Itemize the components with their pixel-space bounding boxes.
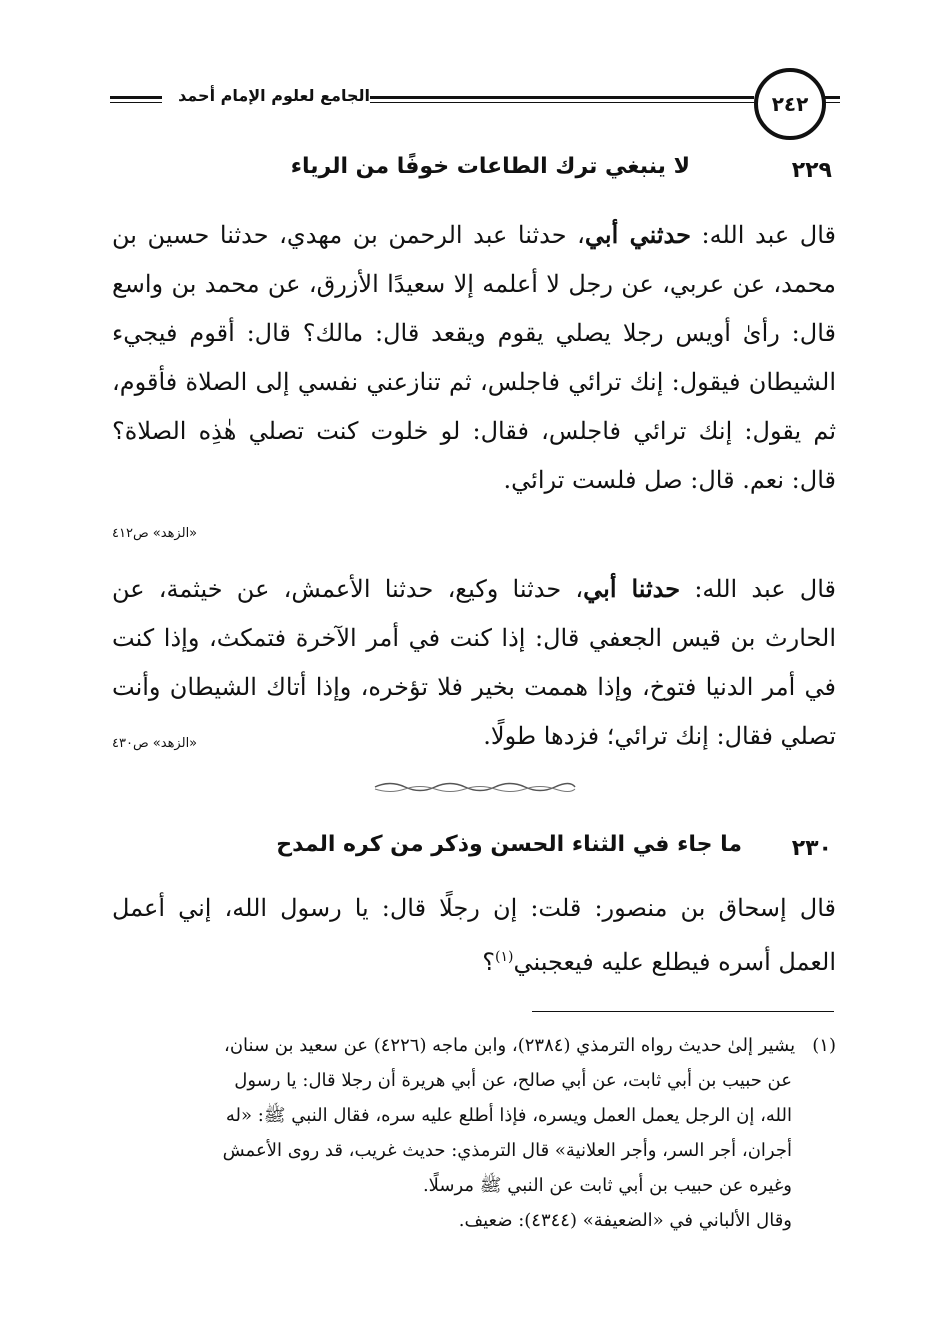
footnote-ref[interactable]: (١) <box>495 949 514 965</box>
footnote-line: أجران، أجر السر، وأجر العلانية» قال الترمذي: حديث غريب، قد روى الأعمش <box>222 1140 792 1161</box>
source-citation-1: «الزهد» ص٤١٢ <box>112 526 198 541</box>
section-heading-229 <box>200 154 840 194</box>
paragraph-end: ؟ <box>482 948 496 976</box>
paragraph-lead: قال عبد الله: <box>680 575 836 603</box>
paragraph-lead: قال عبد الله: <box>690 221 836 249</box>
footnote-line: الله، إن الرجل يعمل العمل ويسره، فإذا أطلع عليه سره، فقال النبي ﷺ: «له <box>225 1105 792 1126</box>
footnote-line: عن حبيب بن أبي ثابت، عن أبي صالح، عن أبي هريرة أن رجلا قال: يا رسول <box>234 1070 792 1091</box>
ornament-icon <box>370 780 580 794</box>
section-number: ٢٢٩ <box>791 158 832 183</box>
header-rule-left <box>110 96 162 103</box>
section-number: ٢٣٠ <box>791 836 832 861</box>
paragraph-2 <box>112 564 836 761</box>
page-number: ٢٤٢ <box>754 68 826 140</box>
header-rule-right <box>370 96 754 103</box>
footnote-rule <box>532 1011 834 1012</box>
section-title: لا ينبغي ترك الطاعات خوفًا من الرياء <box>290 154 690 179</box>
paragraph-3 <box>112 884 836 987</box>
footnote-line: وغيره عن حبيب بن أبي ثابت عن النبي ﷺ مرسلًا. <box>422 1175 792 1196</box>
page-header <box>108 68 838 138</box>
paragraph-text: ، حدثنا وكيع، حدثنا الأعمش، عن خيثمة، عن الحارث بن قيس الجعفي قال: إذا كنت في أمر الآخرة فتمكث، وإذا كنت في أمر الدنيا فتوخ، وإذا هممت بخير فلا تؤخره، وإذا أتاك الشيطان وأنت تصلي فقال: إنك ترائي؛ فزدها طولًا. <box>112 575 836 750</box>
footnote-marker: (١) <box>812 1035 836 1056</box>
footnote-line: وقال الألباني في «الضعيفة» (٤٣٤٤): ضعيف. <box>458 1210 792 1231</box>
paragraph-text: قال إسحاق بن منصور: قلت: إن رجلًا قال: يا رسول الله، إني أعمل العمل أسره فيطلع عليه فيعجبني <box>112 894 836 976</box>
paragraph-text: ، حدثنا عبد الرحمن بن مهدي، حدثنا حسين بن محمد، عن عربي، عن رجل لا أعلمه إلا سعيدًا الأزرق، عن محمد بن واسع قال: رأىٰ أويس رجلا يصلي يقوم ويقعد قال: مالك؟ قال: أقوم فيجيء الشيطان فيقول: إنك ترائي فاجلس، ثم تنازعني نفسي إلى الصلاة فأقوم، ثم يقول: إنك ترائي فاجلس، فقال: لو خلوت كنت تصلي هٰذِه الصلاة؟ قال: نعم. قال: صل فلست ترائي. <box>112 221 836 494</box>
source-citation-2: «الزهد» ص٤٣٠ <box>112 736 198 751</box>
header-rule-end <box>824 96 840 103</box>
footnotes <box>112 1028 836 1238</box>
narrator-bold: حدثنا أبي <box>583 574 681 603</box>
footnote-line: (١) يشير إلىٰ حديث رواه الترمذي (٢٣٨٤)، وابن ماجه (٤٢٢٦) عن سعيد بن سنان، <box>224 1035 836 1056</box>
paragraph-1 <box>112 210 836 505</box>
section-divider-ornament <box>370 780 580 794</box>
section-heading-230 <box>200 832 840 872</box>
book-title: الجامع لعلوم الإمام أحمد <box>178 86 370 105</box>
narrator-bold: حدثني أبي <box>584 220 691 249</box>
section-title: ما جاء في الثناء الحسن وذكر من كره المدح <box>276 832 742 857</box>
